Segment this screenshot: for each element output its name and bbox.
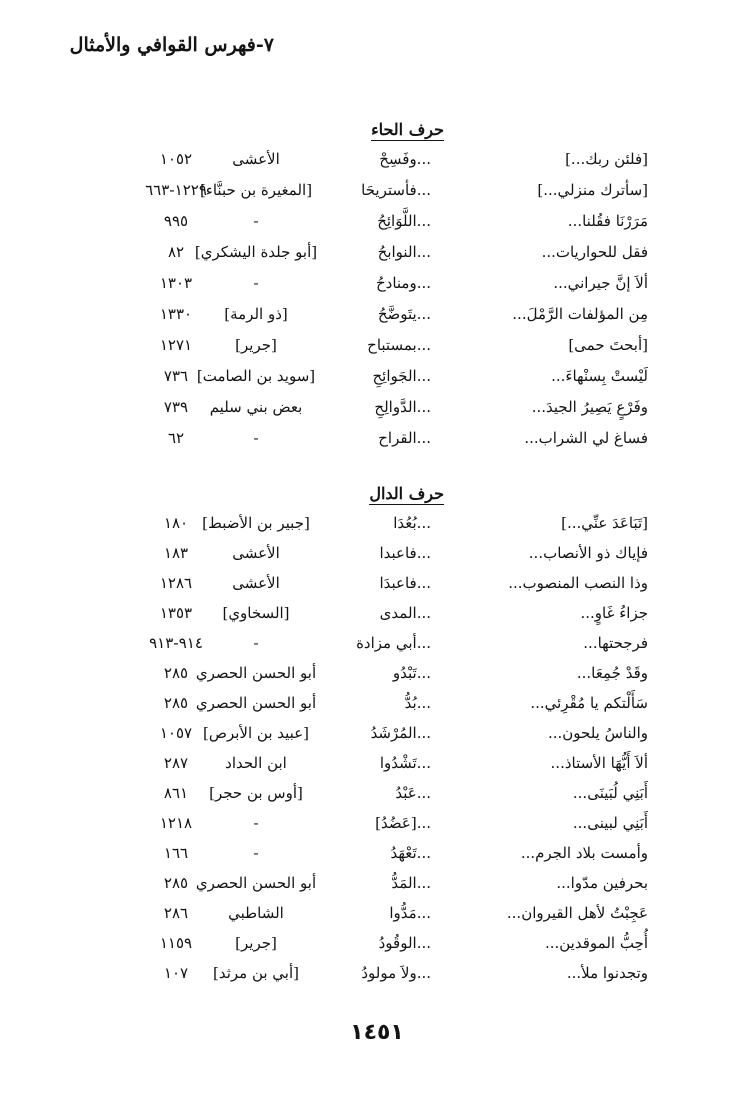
verse-opening: ألاَ إنَّ جيراني... [553,274,648,292]
poet-name: [المغيرة بن حبنَّاء] [199,181,313,199]
poet-name: أبو الحسن الحصري [195,664,317,682]
verse-opening: وأمست بلاد الجرم... [520,844,648,862]
index-row [0,752,756,780]
rhyme-word: ...ومنادحُ [375,274,431,292]
index-row [0,241,756,269]
poet-name: ابن الحداد [225,754,287,772]
index-row [0,334,756,362]
index-row [0,148,756,176]
page-reference: ١٨٠ [163,514,189,532]
verse-opening: جزاءُ غَاوٍ... [580,604,648,622]
poet-name: الأعشى [232,574,280,592]
index-row [0,303,756,331]
index-row [0,272,756,300]
index-row [0,210,756,238]
rhyme-word: ...اللَّوَائِحُ [377,212,431,230]
page-reference: ١٣٠٣ [159,274,193,292]
index-row [0,602,756,630]
page-reference: ٢٨٦ [163,904,189,922]
verse-opening: [سأترك منزلي...] [537,181,648,199]
poet-name: [جرير] [235,336,277,354]
poet-name: - [253,814,259,832]
verse-opening: عَجِبْتُ لأهل القيروان... [506,904,648,922]
poet-name: [ذو الرمة] [224,305,288,323]
page-reference: ١٣٥٣ [159,604,193,622]
verse-opening: [تَبَاعَدَ عنِّي...] [561,514,648,532]
verse-opening: لَيْستْ بِسنْهاءَ... [551,367,648,385]
rhyme-word: ...فأستريحَا [361,181,431,199]
index-row [0,872,756,900]
poet-name: - [253,634,259,652]
rhyme-word: ...بُدُّ [404,694,431,712]
page-reference: ١٢٢٩-٦٦٣ [145,181,207,199]
page-reference: ١٣٣٠ [159,305,193,323]
page-reference: ٩٩٥ [163,212,189,230]
index-row [0,692,756,720]
poet-name: [عبيد بن الأبرص] [202,724,310,742]
verse-opening: بحرفين مدّوا... [556,874,648,892]
rhyme-word: ...المدى [379,604,431,622]
page-reference: ٧٣٩ [163,398,189,416]
rhyme-word: ...بُعُدَا [393,514,431,532]
index-row [0,179,756,207]
rhyme-word: ...تَشْدُوا [379,754,431,772]
page-number: ١٤٥١ [350,1020,404,1045]
poet-name: الأعشى [232,544,280,562]
poet-name: [أبو جلدة اليشكري] [194,243,318,261]
page-reference: ٨٦١ [163,784,189,802]
index-row [0,842,756,870]
page-reference: ١٦٦ [163,844,189,862]
index-row [0,722,756,750]
page-reference: ١٢١٨ [159,814,193,832]
verse-opening: [فلئن ربك...] [565,150,648,168]
index-row [0,512,756,540]
rhyme-word: ...الدَّوالِحِ [374,398,431,416]
verse-opening: فقل للحواريات... [541,243,648,261]
poet-name: [جبير بن الأضبط] [202,514,310,532]
verse-opening: وفَرْعٍ يَصِيرُ الجيدَ... [531,398,648,416]
verse-opening: وذا النصب المنصوب... [508,574,648,592]
page-reference: ٢٨٥ [163,664,189,682]
verse-opening: فساغ لي الشراب... [524,429,648,447]
verse-opening: والناسُ يلحون... [547,724,648,742]
page-reference: ٢٨٥ [163,874,189,892]
verse-opening: مَرَرْنَا فقُلنا... [567,212,648,230]
rhyme-word: ...المُرْشَدُ [370,724,431,742]
rhyme-word: ...المَدُّ [391,874,431,892]
rhyme-word: ...يتَوضَّحُ [377,305,431,323]
poet-name: - [253,844,259,862]
page-reference: ٢٨٧ [163,754,189,772]
page-reference: ١٠٧ [163,964,189,982]
rhyme-word: ...وفَسِحْ [379,150,431,168]
rhyme-word: ...ولاَ مولودُ [361,964,431,982]
poet-name: - [253,429,259,447]
page-reference: ١١٥٩ [159,934,193,952]
page-reference: ٨٢ [167,243,185,261]
index-row [0,812,756,840]
rhyme-word: ...تَبْدُو [392,664,431,682]
verse-opening: ألاَ أَيُّهَا الأستاذ... [550,754,648,772]
verse-opening: فإياك ذو الأنصاب... [528,544,648,562]
page-reference: ١٠٥٧ [159,724,193,742]
index-row [0,365,756,393]
index-row [0,902,756,930]
poet-name: [السخاوي] [222,604,290,622]
rhyme-word: ...أبي مزادة [356,634,431,652]
page-reference: ١٠٥٢ [159,150,193,168]
verse-opening: مِن المؤلفات الرَّمْلَ... [512,305,648,323]
index-row [0,632,756,660]
rhyme-word: ...القراح [378,429,431,447]
poet-name: [أبي بن مرثد] [212,964,300,982]
verse-opening: سَأَلْتكم يا مُقْرِئي... [530,694,648,712]
page-reference: ٦٢ [167,429,185,447]
index-row [0,782,756,810]
rhyme-word: ...بمستباح [367,336,431,354]
poet-name: [جرير] [235,934,277,952]
page-header-title: ٧-فهرس القوافي والأمثال [69,34,274,56]
section-title-ha: حرف الحاء [371,120,444,139]
page-reference: ٧٣٦ [163,367,189,385]
poet-name: الشاطبي [228,904,284,922]
page-reference: ١٨٣ [163,544,189,562]
rhyme-word: ...فاعبدا [379,544,431,562]
rhyme-word: ...النوابحُ [377,243,431,261]
verse-opening: أُحِبُّ الموقدين... [544,934,648,952]
page-reference: ٩١٤-٩١٣ [149,634,203,652]
verse-opening: أَبَنِي لبينى... [572,814,648,832]
rhyme-word: ...فاعبدَا [379,574,431,592]
verse-opening: [أبحتَ حمى] [568,336,648,354]
poet-name: - [253,212,259,230]
page-reference: ١٢٧١ [159,336,193,354]
index-row [0,427,756,455]
index-row [0,932,756,960]
verse-opening: فرجحتها... [583,634,648,652]
poet-name: أبو الحسن الحصري [195,694,317,712]
poet-name: [أوس بن حجر] [209,784,303,802]
poet-name: بعض بني سليم [209,398,303,416]
poet-name: الأعشى [232,150,280,168]
index-row [0,662,756,690]
poet-name: - [253,274,259,292]
verse-opening: وقَدْ جُمِعَا... [576,664,648,682]
index-row [0,542,756,570]
rhyme-word: ...[عَضُدُ] [375,814,431,832]
page-reference: ١٢٨٦ [159,574,193,592]
index-row [0,396,756,424]
rhyme-word: ...الوقُودُ [378,934,431,952]
poet-name: [سويد بن الصامت] [196,367,316,385]
poet-name: أبو الحسن الحصري [195,874,317,892]
rhyme-word: ...عَبْدُ [395,784,431,802]
section-title-dal: حرف الدال [369,484,444,503]
index-row [0,962,756,990]
rhyme-word: ...مَدُّوا [389,904,431,922]
verse-opening: وتجدنوا ملأ... [566,964,648,982]
page-reference: ٢٨٥ [163,694,189,712]
index-row [0,572,756,600]
verse-opening: أَبَنِي لُبَينَى... [572,784,648,802]
rhyme-word: ...تَعْهَدُ [390,844,431,862]
rhyme-word: ...الجَوائِحِ [372,367,431,385]
